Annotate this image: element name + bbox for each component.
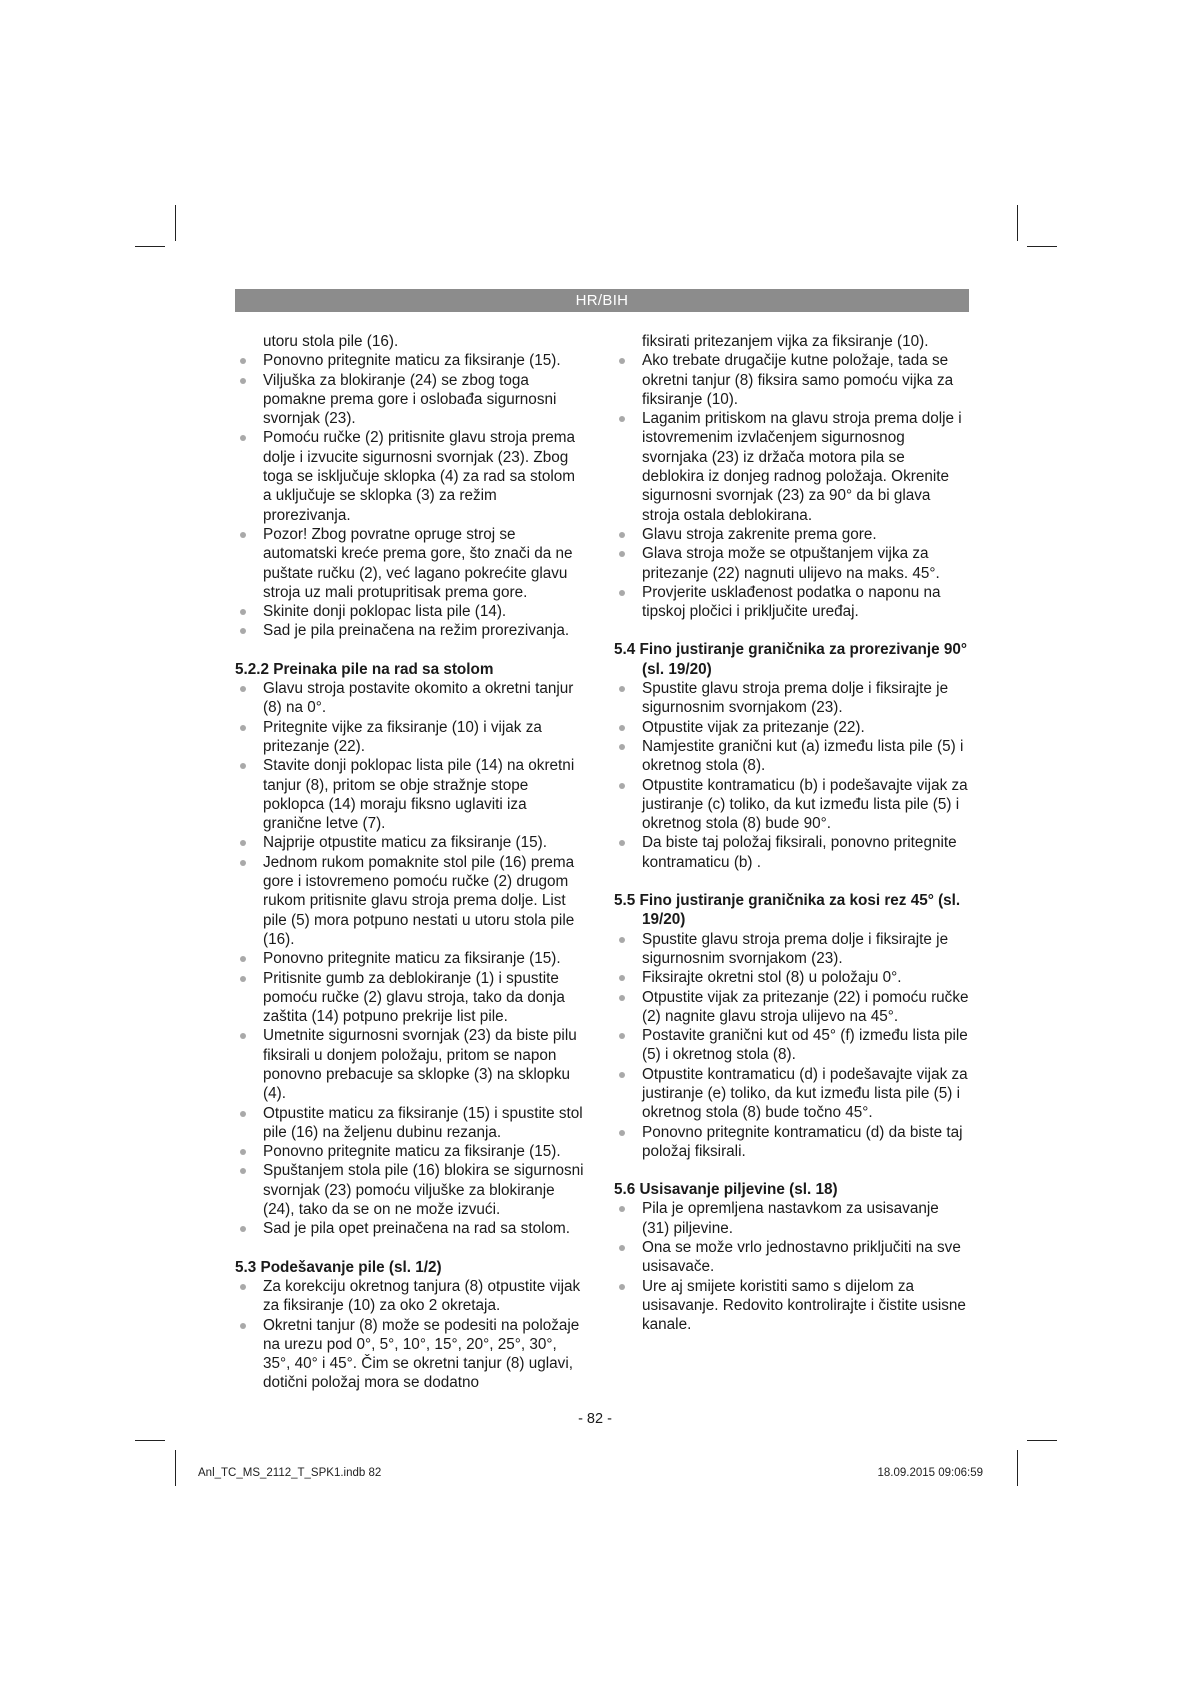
bullet-item: Za korekciju okretnog tanjura (8) otpustite vijak za fiksiranje (10) za oko 2 okretaja. [235,1277,585,1316]
section-5-5 [614,891,969,1161]
bullet-item: Otpustite kontramaticu (b) i podešavajte vijak za justiranje (c) toliko, da kut između lista pile (5) i okretnog stola (8) bude 90°. [614,776,969,834]
bullet-item: Spuštanjem stola pile (16) blokira se sigurnosni svornjak (23) pomoću viljuške za blokiranje (24), tako da se on ne može izvući. [235,1161,585,1219]
language-label: HR/BIH [575,292,629,309]
bullet-item: Pritisnite gumb za deblokiranje (1) i spustite pomoću ručke (2) glavu stroja, tako da donja zaštita (14) potpuno prekrije list pile. [235,969,585,1027]
section-5-3 [235,1258,585,1393]
bullet-item: Ona se može vrlo jednostavno priključiti na sve usisavače. [614,1238,969,1277]
bullet-item: Ponovno pritegnite maticu za fiksiranje (15). [235,1142,585,1161]
continuation-text: utoru stola pile (16). [263,333,399,350]
left-column [235,332,585,1393]
crop-mark [1027,246,1057,247]
bullet-item: Najprije otpustite maticu za fiksiranje (15). [235,833,585,852]
crop-mark [1017,205,1018,241]
bullet-item: Pila je opremljena nastavkom za usisavanje (31) piljevine. [614,1199,969,1238]
section-5-6 [614,1180,969,1334]
bullet-item: Otpustite kontramaticu (d) i podešavajte vijak za justiranje (e) toliko, da kut između lista pile (5) i okretnog stola (8) bude točno 45°. [614,1065,969,1123]
continuation-text: fiksirati pritezanjem vijka za fiksiranje (10). [642,333,929,350]
section-heading: 5.3 Podešavanje pile (sl. 1/2) [235,1258,442,1276]
bullet-item: Stavite donji poklopac lista pile (14) na okretni tanjur (8), pritom se obje stražnje stope poklopca (14) moraju fiksno uglaviti iza granične letve (7). [235,756,585,833]
bullet-item: Ure aj smijete koristiti samo s dijelom za usisavanje. Redovito kontrolirajte i čistite usisne kanale. [614,1277,969,1335]
right-column [614,332,969,1335]
bullet-item: Otpustite maticu za fiksiranje (15) i spustite stol pile (16) na željenu dubinu rezanja. [235,1104,585,1143]
bullet-item: Spustite glavu stroja prema dolje i fiksirajte je sigurnosnim svornjakom (23). [614,930,969,969]
crop-mark [1017,1450,1018,1486]
section-heading: 5.6 Usisavanje piljevine (sl. 18) [614,1181,838,1199]
bullet-item: Sad je pila opet preinačena na rad sa stolom. [235,1219,585,1238]
crop-mark [135,246,165,247]
bullet-item: Umetnite sigurnosni svornjak (23) da biste pilu fiksirali u donjem položaju, pritom se napon ponovno prebacuje sa sklopke (3) na sklopku (4). [235,1026,585,1103]
crop-mark [1027,1440,1057,1441]
left-intro [235,332,585,641]
bullet-item: Provjerite usklađenost podatka o naponu na tipskoj pločici i priključite uređaj. [614,583,969,622]
section-heading: 5.5 Fino justiranje graničnika za kosi rez 45° (sl. 19/20) [614,892,961,929]
bullet-item: Otpustite vijak za pritezanje (22). [614,718,969,737]
section-heading: 5.4 Fino justiranje graničnika za prorezivanje 90° (sl. 19/20) [614,641,967,678]
bullet-item: Ponovno pritegnite maticu za fiksiranje (15). [235,949,585,968]
crop-mark [175,205,176,241]
section-5-4 [614,640,969,872]
bullet-item: Laganim pritiskom na glavu stroja prema dolje i istovremenim izvlačenjem sigurnosnog svornjaka (23) iz držača motora pila se deblokira iz donjeg radnog položaja. Okrenite sigurnosni svornjak (23) za 90° da bi glava stroja ostala deblokirana. [614,409,969,525]
bullet-item: Spustite glavu stroja prema dolje i fiksirajte je sigurnosnim svornjakom (23). [614,679,969,718]
section-heading: 5.2.2 Preinaka pile na rad sa stolom [235,660,494,678]
bullet-item: Ponovno pritegnite kontramaticu (d) da biste taj položaj fiksirali. [614,1123,969,1162]
section-5-2-2 [235,660,585,1239]
bullet-item: Glavu stroja zakrenite prema gore. [614,525,969,544]
bullet-item: Pomoću ručke (2) pritisnite glavu stroja prema dolje i izvucite sigurnosni svornjak (23). Zbog toga se isključuje sklopka (4) za rad sa stolom a uključuje se sklopka (3) za režim prorezivanja. [235,428,585,524]
bullet-item: Glava stroja može se otpuštanjem vijka za pritezanje (22) nagnuti ulijevo na maks. 45°. [614,544,969,583]
bullet-item: Viljuška za blokiranje (24) se zbog toga pomakne prema gore i oslobađa sigurnosni svornjak (23). [235,371,585,429]
right-intro [614,332,969,621]
bullet-item: Da biste taj položaj fiksirali, ponovno pritegnite kontramaticu (b) . [614,833,969,872]
footer-filename: Anl_TC_MS_2112_T_SPK1.indb 82 [198,1467,382,1479]
bullet-item: Pritegnite vijke za fiksiranje (10) i vijak za pritezanje (22). [235,718,585,757]
bullet-item: Postavite granični kut od 45° (f) između lista pile (5) i okretnog stola (8). [614,1026,969,1065]
bullet-item: Okretni tanjur (8) može se podesiti na položaje na urezu pod 0°, 5°, 10°, 15°, 20°, 25°, 30°, 35°, 40° i 45°. Čim se okretni tanjur (8) uglavi, dotični položaj mora se dodatno [235,1316,585,1393]
bullet-item: Pozor! Zbog povratne opruge stroj se automatski kreće prema gore, što znači da ne puštate ručku (2), već lagano pokrećite glavu stroja uz mali protupritisak prema gore. [235,525,585,602]
bullet-item: Otpustite vijak za pritezanje (22) i pomoću ručke (2) nagnite glavu stroja ulijevo na 45°. [614,988,969,1027]
crop-mark [135,1440,165,1441]
bullet-item: Ponovno pritegnite maticu za fiksiranje (15). [235,351,585,370]
bullet-item: Ako trebate drugačije kutne položaje, tada se okretni tanjur (8) fiksira samo pomoću vijka za fiksiranje (10). [614,351,969,409]
bullet-item: Jednom rukom pomaknite stol pile (16) prema gore i istovremeno pomoću ručke (2) drugom rukom pritisnite glavu stroja prema dolje. List pile (5) mora potpuno nestati u utoru stola pile (16). [235,853,585,949]
page-number: - 82 - [578,1411,612,1427]
bullet-item: Skinite donji poklopac lista pile (14). [235,602,585,621]
bullet-item: Glavu stroja postavite okomito a okretni tanjur (8) na 0°. [235,679,585,718]
bullet-item: Fiksirajte okretni stol (8) u položaju 0°. [614,968,969,987]
footer-datetime: 18.09.2015 09:06:59 [877,1467,983,1479]
bullet-item: Sad je pila preinačena na režim prorezivanja. [235,621,585,640]
bullet-item: Namjestite granični kut (a) između lista pile (5) i okretnog stola (8). [614,737,969,776]
crop-mark [175,1450,176,1486]
language-header-bar [235,289,969,312]
